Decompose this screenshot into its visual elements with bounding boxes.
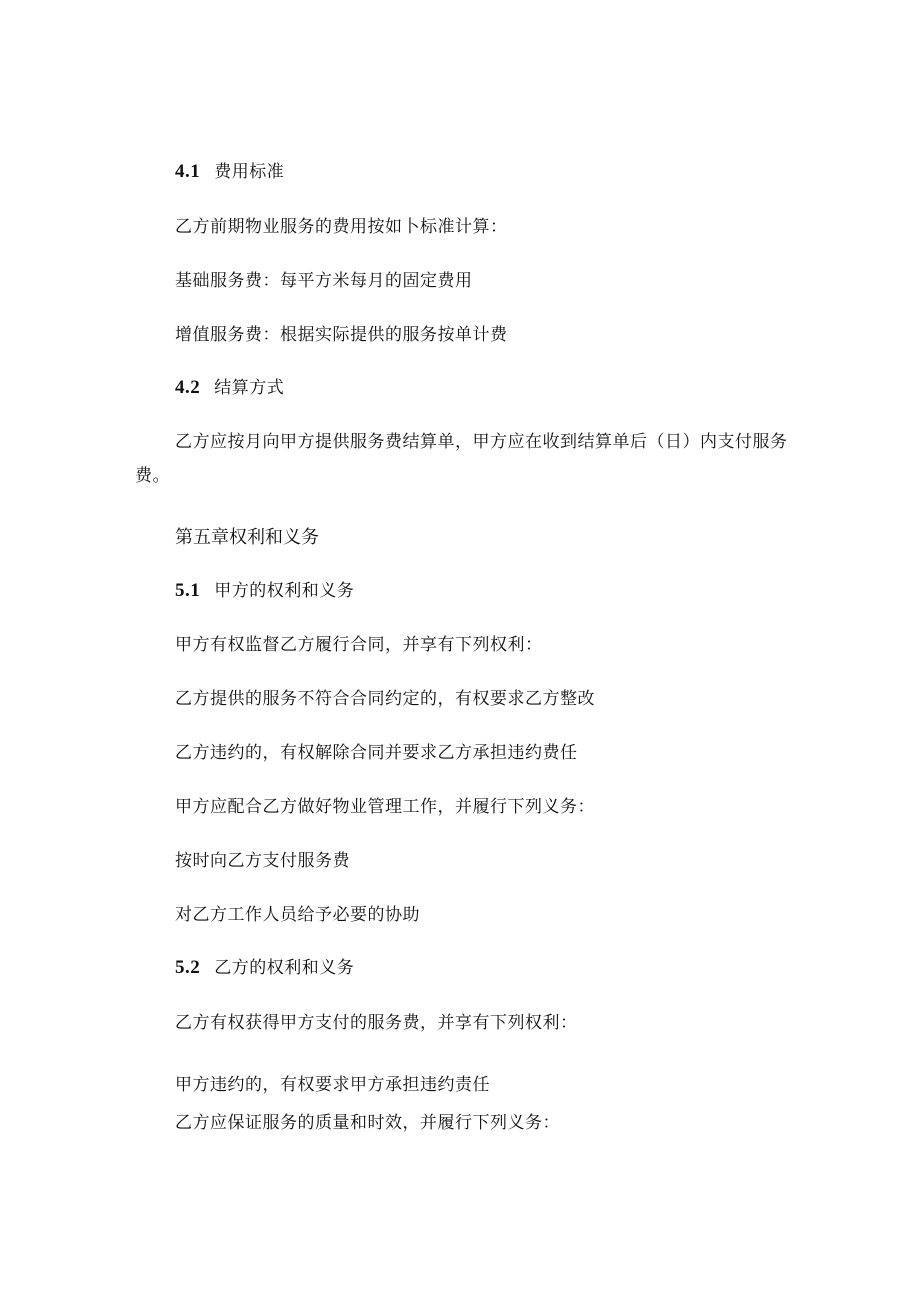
list-item: 增值服务费：根据实际提供的服务按单计费 bbox=[175, 325, 508, 345]
list-item: 按时向乙方支付服务费 bbox=[175, 851, 350, 871]
list-item: 乙方违约的，有权解除合同并要求乙方承担违约费任 bbox=[175, 743, 578, 763]
list-item: 对乙方工作人员给予必要的协助 bbox=[175, 905, 420, 925]
section-number: 5.2 bbox=[175, 957, 201, 978]
section-heading-5-2 bbox=[175, 957, 354, 979]
chapter-title: 第五章权利和义务 bbox=[175, 527, 319, 548]
section-title: 甲方的权利和义务 bbox=[214, 581, 355, 601]
section-heading-4-1 bbox=[175, 161, 284, 183]
section-heading-4-2 bbox=[175, 377, 284, 399]
section-heading-5-1 bbox=[175, 580, 354, 602]
list-item: 甲方违约的，有权要求甲方承担违约责任 bbox=[175, 1075, 490, 1095]
paragraph: 甲方有权监督乙方履行合同，并享有下列权利： bbox=[175, 635, 543, 655]
list-item: 基础服务费：每平方米每月的固定费用 bbox=[175, 271, 473, 291]
paragraph: 乙方有权获得甲方支付的服务费，并享有下列权利： bbox=[175, 1013, 578, 1033]
section-number: 4.2 bbox=[175, 377, 201, 398]
section-number: 5.1 bbox=[175, 580, 201, 601]
paragraph: 甲方应配合乙方做好物业管理工作，并履行下列义务： bbox=[175, 797, 595, 817]
section-title: 结算方式 bbox=[214, 378, 285, 398]
paragraph: 乙方应按月向甲方提供服务费结算单，甲方应在收到结算单后（日）内支付服务费。 bbox=[135, 432, 788, 486]
list-item: 乙方提供的服务不符合合同约定的，有权要求乙方整改 bbox=[175, 689, 595, 709]
section-title: 费用标准 bbox=[214, 162, 285, 182]
section-number: 4.1 bbox=[175, 161, 201, 182]
section-title: 乙方的权利和义务 bbox=[214, 958, 355, 978]
paragraph: 乙方前期物业服务的费用按如卜标准计算： bbox=[175, 217, 508, 237]
paragraph: 乙方应保证服务的质量和时效，并履行下列义务： bbox=[175, 1113, 560, 1133]
